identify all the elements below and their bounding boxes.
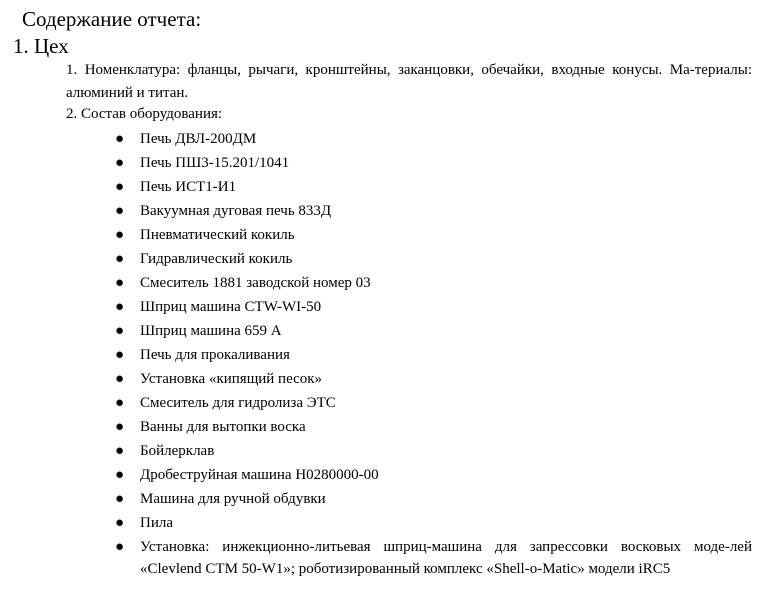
bullet-icon: ● — [115, 299, 125, 315]
list-item — [0, 223, 752, 247]
bullet-icon: ● — [115, 227, 125, 243]
subsection-nomenclature — [66, 59, 752, 105]
list-item — [0, 319, 752, 343]
list-item-text: Печь для прокаливания — [140, 347, 290, 363]
section-title — [13, 33, 69, 59]
list-item-text: Бойлерклав — [140, 443, 215, 459]
bullet-icon: ● — [115, 443, 125, 459]
subsection-text: Состав оборудования: — [81, 106, 223, 122]
list-item-text: Смеситель для гидролиза ЭТС — [140, 395, 336, 411]
bullet-icon: ● — [115, 467, 125, 483]
list-item-text: Шприц машина CTW-WI-50 — [140, 299, 322, 315]
bullet-icon: ● — [115, 395, 125, 411]
bullet-icon: ● — [115, 155, 125, 171]
bullet-icon: ● — [115, 323, 125, 339]
bullet-icon: ● — [115, 371, 125, 387]
report-heading: Содержание отчета: — [22, 7, 202, 31]
list-item — [0, 536, 752, 580]
bullet-icon: ● — [115, 347, 125, 363]
list-item — [0, 199, 752, 223]
list-item-text: Печь ИСТ1-И1 — [140, 179, 237, 195]
list-item-text: Пневматический кокиль — [140, 227, 295, 243]
list-item-text: Дробеструйная машина Н0280000-00 — [140, 467, 379, 483]
list-item — [0, 271, 752, 295]
list-item — [0, 247, 752, 271]
list-item-text: Печь ПШ3-15.201/1041 — [140, 155, 290, 171]
bullet-icon: ● — [115, 179, 125, 195]
list-item — [0, 463, 752, 487]
list-item — [0, 127, 752, 151]
subsection-number: 1. — [66, 62, 78, 78]
list-item-text: Пила — [140, 515, 174, 531]
section-number: 1. — [13, 34, 29, 58]
bullet-icon: ● — [115, 515, 125, 531]
list-item — [0, 367, 752, 391]
equipment-list — [0, 127, 775, 580]
bullet-icon: ● — [115, 203, 125, 219]
list-item-text: Гидравлический кокиль — [140, 251, 293, 267]
list-item — [0, 175, 752, 199]
list-item — [0, 439, 752, 463]
list-item-text: Ванны для вытопки воска — [140, 419, 306, 435]
list-item — [0, 151, 752, 175]
subsection-text: Номенклатура: фланцы, рычаги, кронштейны, заканцовки, обечайки, входные конусы. Ма-териалы: алюминий и титан. — [66, 62, 753, 101]
section-name: Цех — [34, 34, 69, 58]
list-item — [0, 295, 752, 319]
list-item-text: Вакуумная дуговая печь 833Д — [140, 203, 332, 219]
subsection-number: 2. — [66, 106, 78, 122]
bullet-icon: ● — [115, 251, 125, 267]
list-item — [0, 343, 752, 367]
list-item-text: Смеситель 1881 заводской номер 03 — [140, 275, 371, 291]
list-item — [0, 511, 752, 535]
bullet-icon: ● — [115, 131, 125, 147]
list-item — [0, 415, 752, 439]
list-item — [0, 487, 752, 511]
list-item-text: Машина для ручной обдувки — [140, 491, 326, 507]
list-item-text: Печь ДВЛ-200ДМ — [140, 131, 257, 147]
list-item-text: Шприц машина 659 А — [140, 323, 282, 339]
bullet-icon: ● — [115, 419, 125, 435]
bullet-icon: ● — [115, 539, 125, 555]
bullet-icon: ● — [115, 491, 125, 507]
list-item-text: Установка: инжекционно-литьевая шприц-машина для запрессовки восковых моде-лей «Clevlend CTM 50-W1»; роботизированный комплекс «Shell-o-Matic» модели iRC5 — [140, 539, 752, 577]
list-item-text: Установка «кипящий песок» — [140, 371, 323, 387]
list-item — [0, 391, 752, 415]
bullet-icon: ● — [115, 275, 125, 291]
subsection-equipment — [66, 103, 222, 126]
